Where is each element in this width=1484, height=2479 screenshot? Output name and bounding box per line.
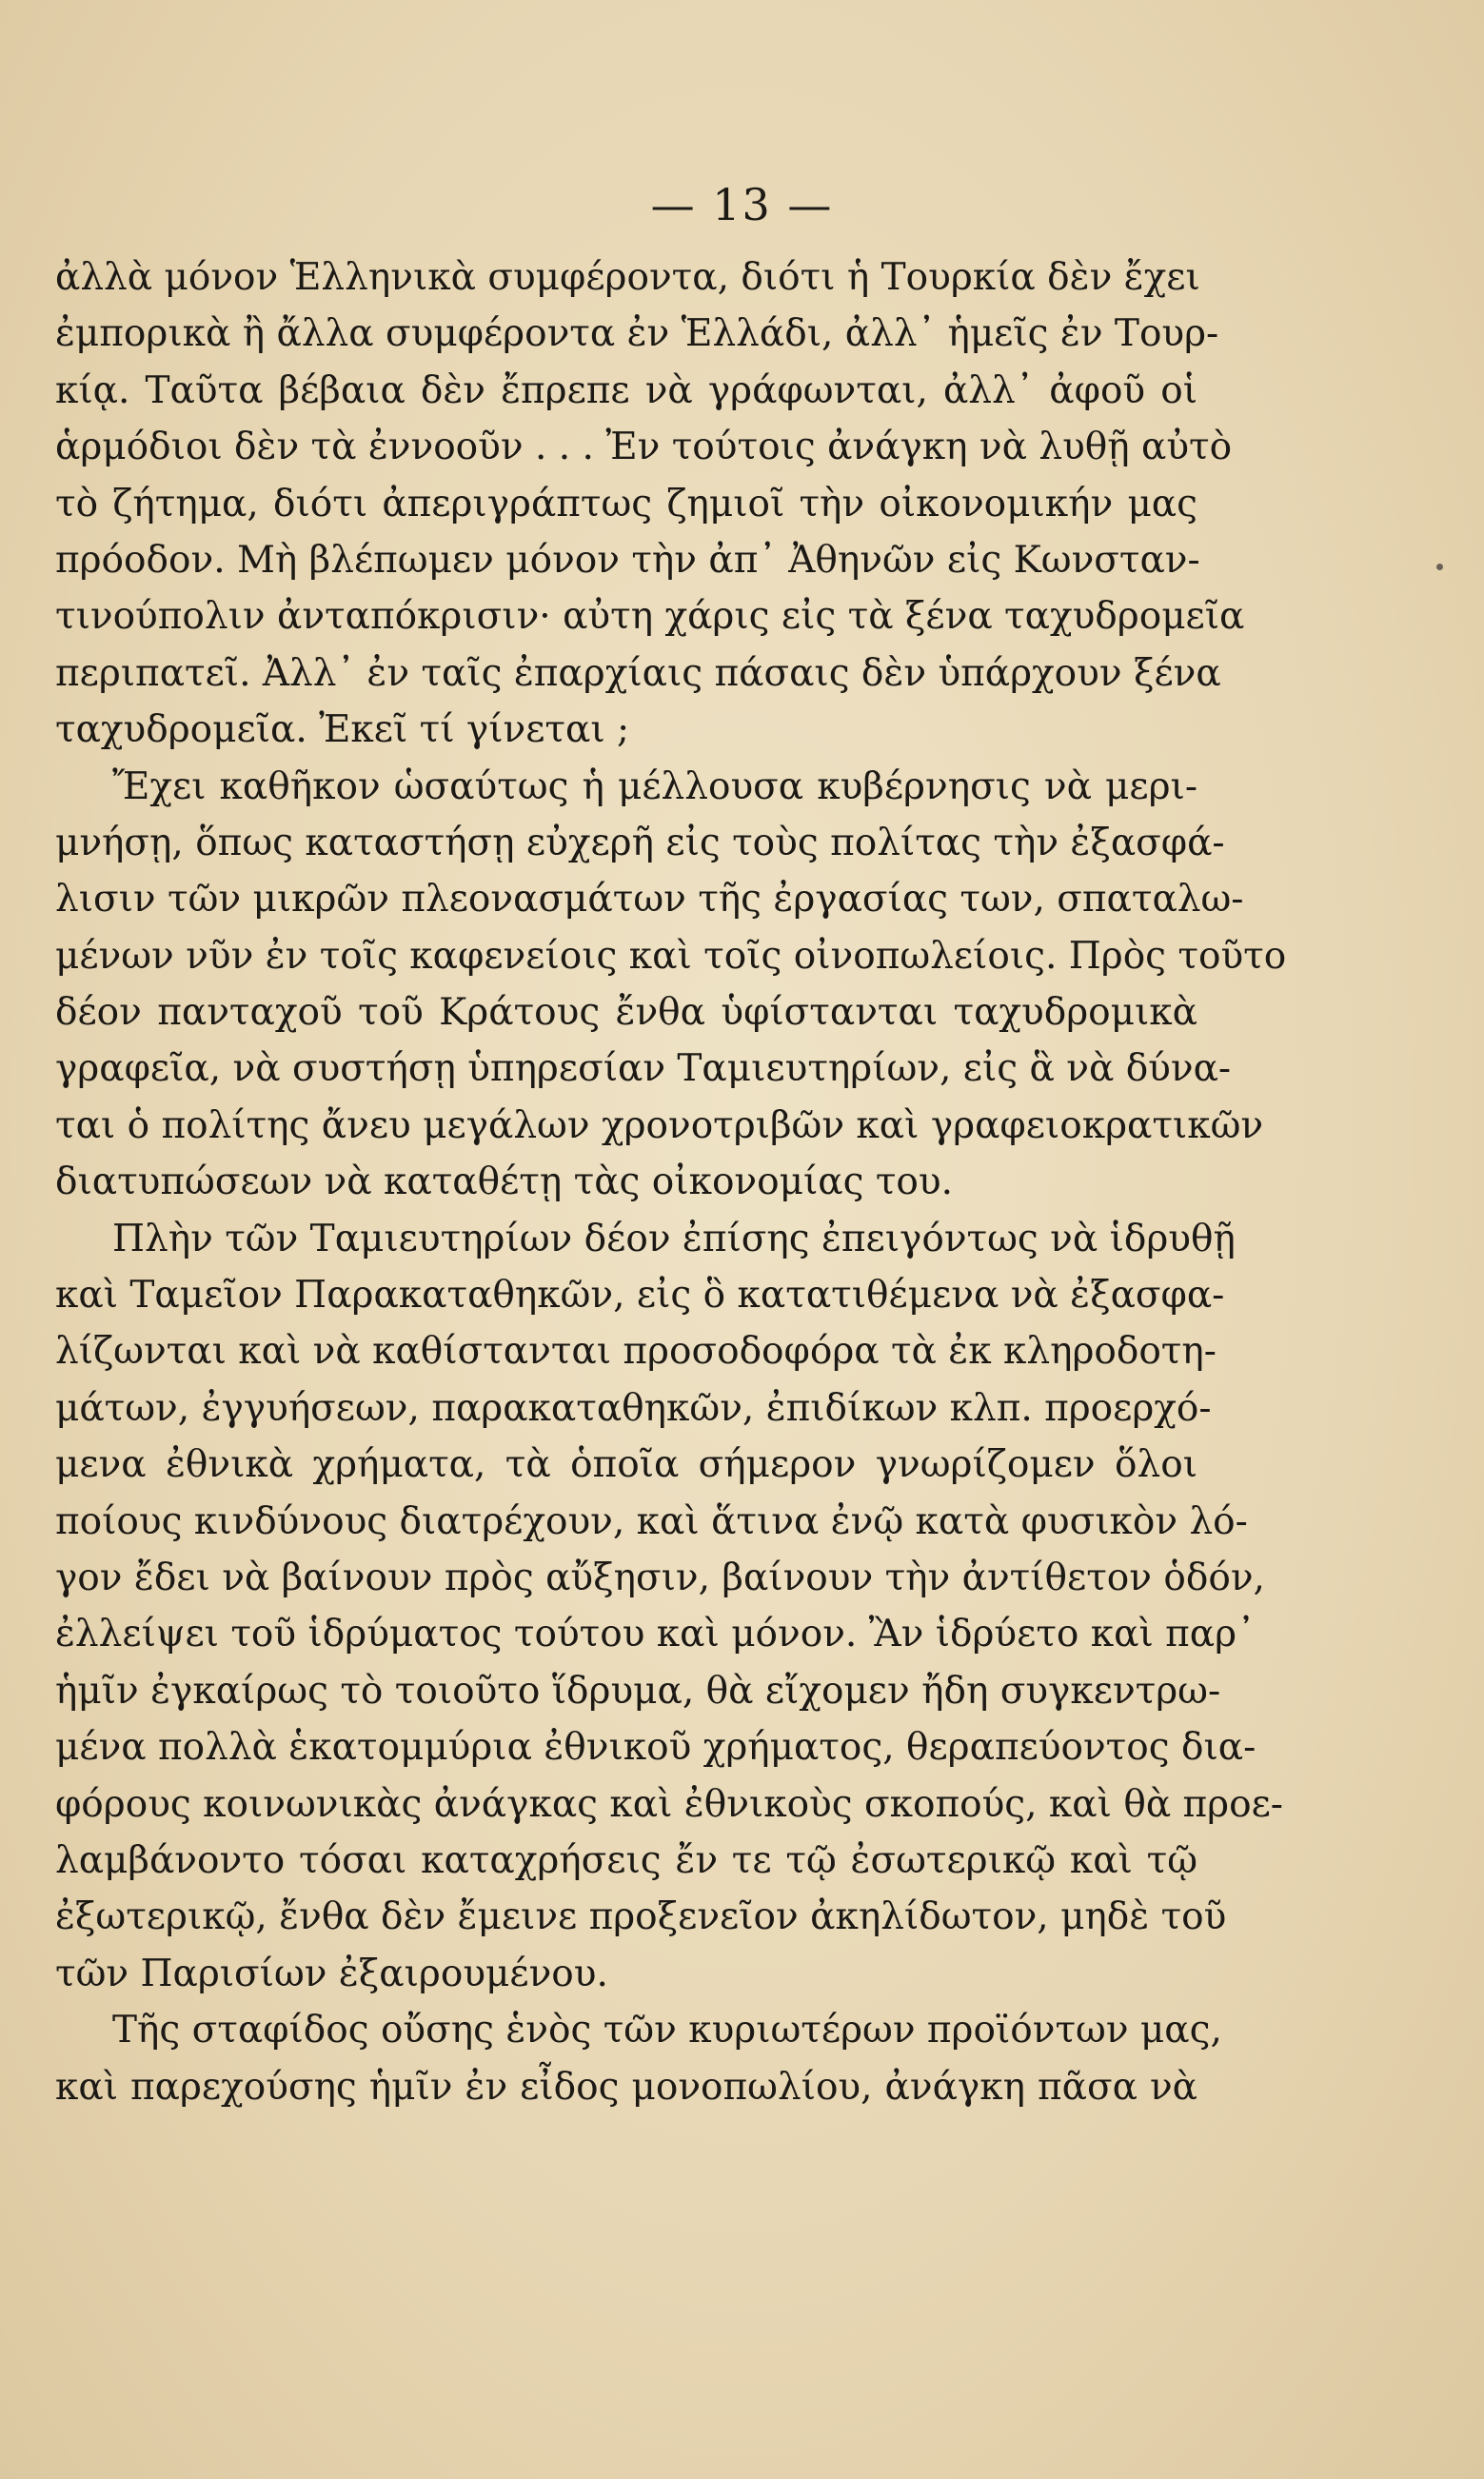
- text-line: μνήσῃ, ὅπως καταστήσῃ εὐχερῆ εἰς τοὺς πολίτας τὴν ἐξασφά-: [55, 821, 1225, 864]
- text-line: ἐλλείψει τοῦ ἱδρύματος τούτου καὶ μόνον. Ἂν ἱδρύετο καὶ παρ᾽: [55, 1613, 1256, 1656]
- page-number: — 13 —: [650, 179, 834, 230]
- text-line: κίᾳ. Ταῦτα βέβαια δὲν ἔπρεπε νὰ γράφωνται, ἀλλ᾽ ἀφοῦ οἱ: [55, 368, 1197, 412]
- text-line: τὸ ζήτημα, διότι ἀπεριγράπτως ζημιοῖ τὴν οἰκονομικήν μας: [55, 482, 1197, 526]
- text-line: Τῆς σταφίδος οὔσης ἑνὸς τῶν κυριωτέρων προϊόντων μας,: [112, 2009, 1222, 2053]
- text-line: ται ὁ πολίτης ἄνευ μεγάλων χρονοτριβῶν καὶ γραφειοκρατικῶν: [55, 1103, 1264, 1147]
- text-line: Ἔχει καθῆκον ὡσαύτως ἡ μέλλουσα κυβέρνησις νὰ μερι-: [112, 764, 1197, 808]
- text-line: φόρους κοινωνικὰς ἀνάγκας καὶ ἐθνικοὺς σκοπούς, καὶ θὰ προε-: [55, 1782, 1283, 1826]
- text-line: γραφεῖα, νὰ συστήσῃ ὑπηρεσίαν Ταμιευτηρίων, εἰς ἃ νὰ δύνα-: [55, 1047, 1232, 1091]
- text-line: ἐμπορικὰ ἢ ἄλλα συμφέροντα ἐν Ἑλλάδι, ἀλλ᾽ ἡμεῖς ἐν Τουρ-: [55, 312, 1219, 356]
- text-line: καὶ παρεχούσης ἡμῖν ἐν εἶδος μονοπωλίου, ἀνάγκη πᾶσα νὰ: [55, 2065, 1197, 2109]
- text-line: ταχυδρομεῖα. Ἐκεῖ τί γίνεται ;: [55, 708, 630, 752]
- text-line: λαμβάνοντο τόσαι καταχρήσεις ἔν τε τῷ ἐσωτερικῷ καὶ τῷ: [55, 1838, 1197, 1882]
- body-text: [55, 249, 1287, 2115]
- text-line: μένα πολλὰ ἑκατομμύρια ἐθνικοῦ χρήματος, θεραπεύοντος δια-: [55, 1726, 1256, 1770]
- text-line: γον ἔδει νὰ βαίνουν πρὸς αὔξησιν, βαίνουν τὴν ἀντίθετον ὁδόν,: [55, 1556, 1265, 1599]
- text-line: ἀλλὰ μόνον Ἑλληνικὰ συμφέροντα, διότι ἡ Τουρκία δὲν ἔχει: [55, 256, 1200, 299]
- text-line: διατυπώσεων νὰ καταθέτῃ τὰς οἰκονομίας του.: [55, 1160, 953, 1204]
- text-line: μάτων, ἐγγυήσεων, παρακαταθηκῶν, ἐπιδίκων κλπ. προερχό-: [55, 1386, 1212, 1430]
- text-line: τινούπολιν ἀνταπόκρισιν· αὐτη χάρις εἰς τὰ ξένα ταχυδρομεῖα: [55, 595, 1245, 639]
- text-line: ἡμῖν ἐγκαίρως τὸ τοιοῦτο ἵδρυμα, θὰ εἴχομεν ἤδη συγκεντρω-: [55, 1669, 1221, 1713]
- text-line: Πλὴν τῶν Ταμιευτηρίων δέον ἐπίσης ἐπειγόντως νὰ ἱδρυθῇ: [112, 1217, 1236, 1260]
- text-line: δέον πανταχοῦ τοῦ Κράτους ἔνθα ὑφίστανται ταχυδρομικὰ: [55, 991, 1197, 1035]
- paper-speck: [1436, 564, 1443, 570]
- text-line: καὶ Ταμεῖον Παρακαταθηκῶν, εἰς ὃ κατατιθέμενα νὰ ἐξασφα-: [55, 1274, 1225, 1318]
- text-line: τῶν Παρισίων ἐξαιρουμένου.: [55, 1952, 608, 1995]
- text-line: ἐξωτερικῷ, ἔνθα δὲν ἔμεινε προξενεῖον ἀκηλίδωτον, μηδὲ τοῦ: [55, 1895, 1227, 1939]
- text-line: μένων νῦν ἐν τοῖς καφενείοις καὶ τοῖς οἰνοπωλείοις. Πρὸς τοῦτο: [55, 934, 1287, 978]
- text-line: ἁρμόδιοι δὲν τὰ ἐννοοῦν . . . Ἐν τούτοις ἀνάγκη νὰ λυθῇ αὐτὸ: [55, 426, 1233, 469]
- text-line: ποίους κινδύνους διατρέχουν, καὶ ἅτινα ἐνῷ κατὰ φυσικὸν λό-: [55, 1499, 1248, 1543]
- text-line: περιπατεῖ. Ἀλλ᾽ ἐν ταῖς ἐπαρχίαις πάσαις δὲν ὑπάρχουν ξένα: [55, 651, 1221, 695]
- text-line: λίζωνται καὶ νὰ καθίστανται προσοδοφόρα τὰ ἐκ κληροδοτη-: [55, 1330, 1217, 1374]
- text-line: λισιν τῶν μικρῶν πλεονασμάτων τῆς ἐργασίας των, σπαταλω-: [55, 878, 1244, 922]
- text-line: μενα ἐθνικὰ χρήματα, τὰ ὁποῖα σήμερον γνωρίζομεν ὅλοι: [55, 1443, 1197, 1487]
- text-line: πρόοδον. Μὴ βλέπωμεν μόνον τὴν ἀπ᾽ Ἀθηνῶν εἰς Κωνσταν-: [55, 538, 1200, 582]
